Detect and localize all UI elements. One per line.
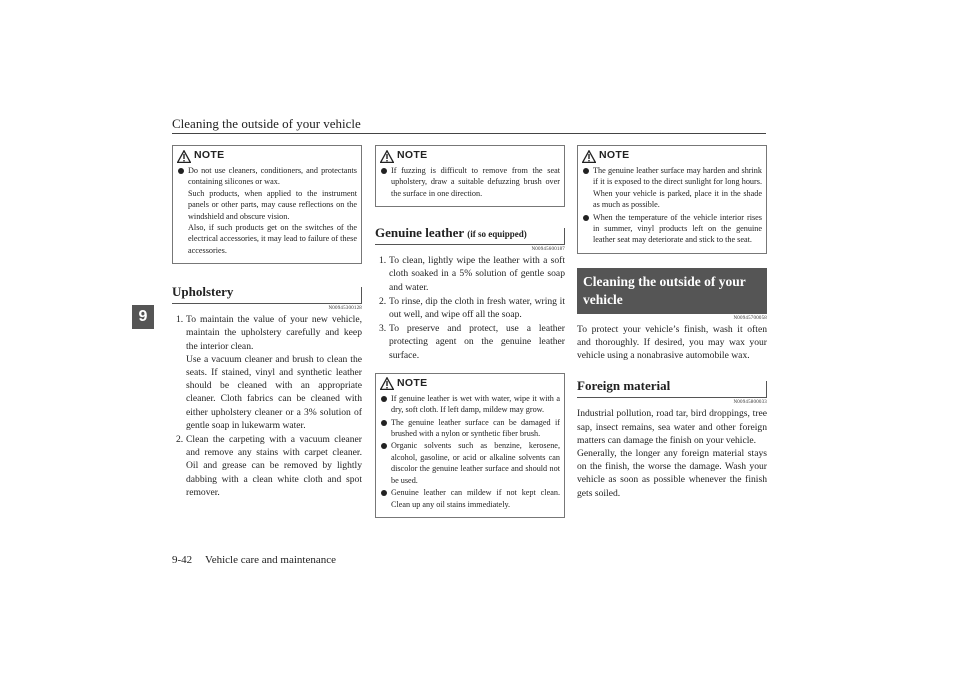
note-label: NOTE — [194, 149, 225, 162]
note-header — [380, 377, 560, 391]
note-label: NOTE — [397, 149, 428, 162]
bullet-icon — [381, 443, 387, 449]
note-text: Genuine leather can mildew if not kept clean. Clean up any oil stains immediately. — [391, 488, 560, 509]
reference-code: N00945300128 — [328, 306, 362, 312]
step-text: To maintain the value of your new vehicle, maintain the upholstery carefully and keep the interior clean. — [186, 314, 362, 352]
bullet-icon — [583, 168, 589, 174]
note-text: Organic solvents such as benzine, kerosene, alcohol, gasoline, or acid or alkaline solvents can discolor the genuine leather surface and should not be used. — [391, 441, 560, 485]
step-number: 2. — [379, 295, 387, 307]
bullet-icon — [381, 396, 387, 402]
note-header — [380, 149, 560, 163]
step-item — [375, 295, 565, 321]
page-header-title: Cleaning the outside of your vehicle — [172, 116, 361, 131]
upholstery-steps — [172, 313, 362, 499]
step-number: 1. — [379, 255, 387, 267]
step-number: 3. — [379, 323, 387, 335]
section-heading-upholstery — [172, 280, 362, 304]
note-text: If fuzzing is difficult to remove from the seat upholstery, draw a suitable defuzzing brush over the surface in one direction. — [391, 166, 560, 198]
note-item — [380, 393, 560, 416]
heading-rule-cap — [766, 381, 767, 397]
reference-code: N00945600187 — [531, 247, 565, 253]
page-number: 9-42 — [172, 554, 193, 566]
caution-triangle-icon — [582, 150, 596, 163]
note-list — [177, 165, 357, 256]
note-text: If genuine leather is wet with water, wipe it with a dry, soft cloth. If left damp, mildew may grow. — [391, 393, 560, 415]
bullet-icon — [583, 215, 589, 221]
note-item — [380, 417, 560, 440]
section-title: Genuine leather — [375, 225, 464, 241]
footer-section: Vehicle care and maintenance — [205, 554, 337, 566]
step-item — [375, 322, 565, 362]
paragraph: To protect your vehicle’s finish, wash it often and thoroughly. If desired, you may wax your vehicle using a nonabrasive automobile wax. — [577, 323, 767, 362]
chapter-tab[interactable]: 9 — [132, 305, 154, 329]
section-title: Foreign material — [577, 378, 671, 394]
leather-steps — [375, 254, 565, 362]
caution-triangle-icon — [380, 377, 394, 390]
heading-rule-cap — [564, 228, 565, 244]
step-text: Use a vacuum cleaner and brush to clean the seats. If stained, vinyl and synthetic leather should be cleaned with an appropriate cleaner. Cloth fabrics can be cleaned with either upholstery cleaner or a 3% solution of gentle soap in lukewarm water. — [186, 353, 362, 431]
note-item — [582, 212, 762, 246]
note-list — [380, 165, 560, 199]
note-item — [582, 165, 762, 211]
note-text: Also, if such products get on the switches of the electrical accessories, it may lead to failure of these accessories. — [188, 223, 357, 255]
header-rule — [172, 133, 766, 134]
column-1 — [172, 145, 362, 500]
paragraph-line: Generally, the longer any foreign material stays on the finish, the worse the damage. Wash your vehicle as soon as possible whenever the finish gets soiled. — [577, 448, 767, 499]
note-list — [380, 393, 560, 510]
bullet-icon — [381, 490, 387, 496]
note-header — [177, 149, 357, 163]
note-item — [177, 165, 357, 256]
step-number: 1. — [176, 314, 184, 326]
note-text: The genuine leather surface may harden and shrink if it is exposed to the direct sunlight for long hours. When your vehicle is parked, place it in the shade as much as possible. — [593, 166, 762, 210]
section-title: Upholstery — [172, 284, 234, 300]
caution-triangle-icon — [380, 150, 394, 163]
bullet-icon — [381, 168, 387, 174]
note-label: NOTE — [397, 377, 428, 390]
note-header — [582, 149, 762, 163]
column-3 — [577, 145, 767, 500]
step-text: Clean the carpeting with a vacuum cleaner and remove any stains with carpet cleaner. Oil and grease can be removed by lightly dabbing with a clean white cloth and spot remover. — [186, 434, 362, 498]
note-box — [577, 145, 767, 254]
step-text: To preserve and protect, use a leather protecting agent on the genuine leather surface. — [389, 323, 565, 361]
step-item — [172, 313, 362, 432]
note-box — [375, 145, 565, 207]
note-text: Such products, when applied to the instrument panels or other parts, may cause reflections on the windshield and obscure vision. — [188, 188, 357, 221]
paragraph-line: Industrial pollution, road tar, bird droppings, tree sap, insect remains, sea water and other foreign matters can damage the finish on your vehicle. — [577, 408, 767, 446]
note-label: NOTE — [599, 149, 630, 162]
note-list — [582, 165, 762, 246]
step-text: To rinse, dip the cloth in fresh water, wring it out well, and wipe off all the soap. — [389, 295, 565, 321]
reference-code: N00945700058 — [733, 315, 767, 321]
section-heading-genuine-leather — [375, 221, 565, 245]
paragraph — [577, 407, 767, 499]
step-text: To clean, lightly wipe the leather with a soft cloth soaked in a 5% solution of gentle soap and water. — [389, 255, 565, 293]
heading-rule-cap — [361, 287, 362, 303]
bullet-icon — [178, 168, 184, 174]
section-heading-cleaning-outside: Cleaning the outside of your vehicle — [577, 268, 767, 314]
step-number: 2. — [176, 434, 184, 446]
note-item — [380, 487, 560, 510]
section-title-suffix: (if so equipped) — [467, 229, 527, 240]
column-2 — [375, 145, 565, 518]
note-text: When the temperature of the vehicle interior rises in summer, vinyl products left on the genuine leather seat may deteriorate and stick to the seat. — [593, 212, 762, 245]
step-item — [375, 254, 565, 294]
section-heading-foreign-material — [577, 374, 767, 398]
note-box — [172, 145, 362, 264]
note-item — [380, 440, 560, 486]
note-box — [375, 373, 565, 518]
caution-triangle-icon — [177, 150, 191, 163]
step-item — [172, 433, 362, 499]
note-text: Do not use cleaners, conditioners, and protectants containing silicones or wax. — [188, 166, 357, 187]
note-item — [380, 165, 560, 199]
note-text: The genuine leather surface can be damaged if brushed with a nylon or synthetic fiber brush. — [391, 417, 560, 439]
bullet-icon — [381, 420, 387, 426]
reference-code: N00945800033 — [733, 400, 767, 406]
